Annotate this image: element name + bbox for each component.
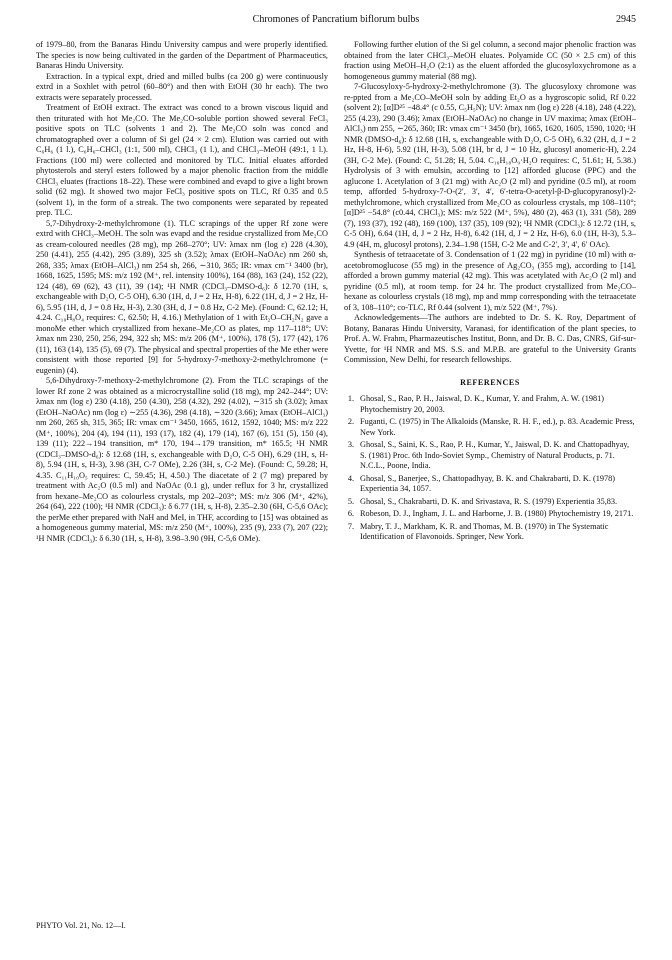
acknowledgements: Acknowledgements—The authors are indebted to Dr. S. K. Roy, Department of Botany, Banaras Hindu University, Varanasi, for identification of the plant species, to Prof. A. W. Frahm, Pharmazeutisches Institut, Bonn, and Dr. B. C. Das, CNRS, Gif-sur-Yvette, for ¹H NMR and MS. S.S. and M.P.B. are grateful to the University Grants Commission, New Delhi, for research fellowships. (344, 313, 636, 364)
left-column (36, 40, 328, 544)
reference-number: 6. (347, 509, 354, 518)
reference-item (344, 474, 636, 495)
footer-note: PHYTO Vol. 21, No. 12—I. (36, 921, 126, 930)
reference-item (344, 522, 636, 543)
reference-text: Ghosal, S., Rao, P. H., Jaiswal, D. K., Kumar, Y. and Frahm, A. W. (1981) Phytochemistry 20, 2003. (360, 394, 604, 414)
reference-number: 3. (347, 440, 354, 449)
reference-text: Ghosal, S., Banerjee, S., Chattopadhyay, B. K. and Chakrabarti, D. K. (1978) Experientia 34, 1057. (360, 473, 615, 493)
right-column (344, 40, 636, 545)
page-number: 2945 (616, 14, 636, 25)
reference-item (344, 509, 636, 520)
reference-item (344, 417, 636, 438)
reference-item (344, 497, 636, 508)
paragraph: 7-Glucosyloxy-5-hydroxy-2-methylchromone (3). The glucosyloxy chromone was re-ppted from a Me₂CO–MeOH soln by adding Et₂O as a hygroscopic solid, Rf 0.22 (solvent 2); [α]D²⁵ −48.4° (c 0.55, C₅H₅N); UV: λmax nm (log ε) 228 (4.18), 248 (4.22), 255 (4.23), 290 (3.46); λmax (EtOH–NaOAc) no change in UV maxima; λmax (EtOH–AlCl₃) nm 255, ∼265, 360; IR: νmax cm⁻¹ 3450 (br), 1665, 1620, 1605, 1590, 1020; ¹H NMR (DMSO-d₆): δ 12.68 (1H, s, exchangeable with D₂O, C-5 OH), 6.32 (2H, d, J = 2 Hz, H-8, H-6), 5.92 (1H, H-3), 5.08 (1H, br d, J = 10 Hz, glucosyl anomeric-H), 2.24 (3H, C-2 Me). (Found: C, 51.28; H, 5.04. C₁₆H₁₈O₉·H₂O requires: C, 51.61; H, 5.38.) Hydrolysis of 3 with emulsin, according to [12] afforded glucose (PPC) and the aglucone 1. Acetylation of 3 (21 mg) with Ac₂O (2 ml) and pyridine (0.5 ml), at room temp, afforded 5-hydroxy-7-O-(2′, 3′, 4′, 6′-tetra-O-acetyl-β-D-glucopyranosyl)-2-methylchromone, which crystallized from Me₂CO as colourless crystals, mp 108–110°; [α]D²⁵ −54.8° (c0.44, CHCl₃); MS: m/z 522 (M⁺, 5%), 480 (2), 463 (1), 331 (58), 289 (7), 193 (37), 192 (48), 169 (100), 137 (35), 109 (92); ¹H NMR (CDCl₃): δ 12.72 (1H, s, C-5 OH), 6.64 (1H, d, J = 2 Hz, H-8), 6.42 (1H, d, J = 2 Hz, H-6), 6.0 (1H, H-3), 5.3–4.9 (4H, m, glucosyl protons), 2.34–1.98 (15H, C-2 Me and C-2′, 3′, 4′, 6′ OAc). (344, 82, 636, 249)
reference-number: 1. (347, 394, 354, 403)
reference-number: 4. (347, 473, 354, 483)
paragraph: 5,6-Dihydroxy-7-methoxy-2-methylchromone (2). From the TLC scrapings of the lower Rf zone 2 was obtained as a microcrystalline solid (18 mg), mp 242–244°; UV: λmax nm (log ε) 230 (4.18), 250 (4.30), 258 (4.32), 292 (4.02), ∼315 sh (3.02); λmax (EtOH–NaOAc) nm (log ε) ∼255 (4.36), 298 (4.18), ∼320 (3.66); λmax (EtOH–AlCl₃) nm 260, 265 sh, 315, 365; IR: νmax cm⁻¹ 3450, 1665, 1612, 1592, 1040; MS: m/z 222 (M⁺, 100%), 204 (4), 194 (11), 193 (17), 182 (4), 179 (14), 167 (6), 151 (5), 150 (4), 139 (11); 222→194 transition, m* 170, 194→179 transition, m* 165.5; ¹H NMR (CDCl₃–DMSO-d₆): δ 12.68 (1H, s, exchangeable with D₂O, C-5 OH), 6.29 (1H, s, H-8), 5.94 (1H, s, H-3), 3.98 (3H, C-7 OMe), 2.26 (3H, s, C-2 Me). (Found: C, 59.28; H, 4.35. C₁₁H₁₀O₅ requires: C, 59.45; H, 4.50.) The diacetate of 2 (7 mg) prepared by treatment with Ac₂O (0.5 ml) and NaOAc (0.1 g), under reflux for 3 hr, crystallized from hexane–Me₂CO as colourless crystals, mp 202–203°; MS: m/z 306 (M⁺, 42%), 264 (64), 222 (100); ¹H NMR (CDCl₃): δ 6.77 (1H, s, H-8), 2.35–2.30 (6H, C-5,6 OAc); the perMe ether prepared with NaH and MeI, in THF, according to [15] was obtained as a homogeneous gummy material, MS: m/z 250 (M⁺, 100%), 235 (9), 233 (7), 207 (22); ¹H NMR (CDCl₃): δ 6.30 (1H, s, H-8), 3.98–3.90 (9H, C-5,6 OMe). (36, 376, 329, 543)
reference-text: Mabry, T. J., Markham, K. R. and Thomas, M. B. (1970) in The Systematic Identification of Flavonoids. Springer, New York. (360, 521, 609, 541)
paragraph: Synthesis of tetraacetate of 3. Condensation of 1 (22 mg) in pyridine (10 ml) with α-acetobromoglucose (55 mg) in the presence of Ag₂CO₃ (355 mg), according to [14], afforded a brown gummy material (42 mg). This was acetylated with Ac₂O (2 ml) and pyridine (0.5 ml), at room temp. for 24 hr. The product crystallized from Me₂CO–hexane as colourless crystals (18 mg), mp and mmp corresponding with the tetraacetate of 3, 108–110°; co-TLC, Rf 0.44 (solvent 1), m/z 522 (M⁺, 7%). (344, 250, 636, 312)
paragraph: Treatment of EtOH extract. The extract was concd to a brown viscous liquid and then triturated with hot Me₂CO. The Me₂CO-soluble portion showed several FeCl₃ positive spots on TLC (solvents 1 and 2). The Me₂CO soln was concd and chromatographed over a column of Si gel (24 × 2 cm). Elution was carried out with C₆H₆ (1 l.), C₆H₆–CHCl₃ (1:1, 500 ml), CHCl₃ (1 l.), and CHCl₃–MeOH (49:1, 1 l.). Fractions (100 ml) were collected and monitored by TLC. Initial eluates afforded phytosterols and steryl esters followed by a major phenolic fraction from the middle CHCl₃ eluates (fractions 18–22). These were combined and evapd to give a light brown solid (62 mg). It showed two major FeCl₃ positive spots on TLC, Rf 0.35 and 0.5 (solvent 1), in the form of a streak. The two components were separated by repeated prep. TLC. (36, 103, 328, 217)
reference-text: Robeson, D. J., Ingham, J. L. and Harborne, J. B. (1980) Phytochemistry 19, 2171. (360, 509, 634, 518)
reference-item (344, 394, 636, 415)
references-heading: REFERENCES (460, 377, 520, 387)
reference-text: Ghosal, S., Chakrabarti, D. K. and Srivastava, R. S. (1979) Experientia 35,83. (360, 496, 618, 506)
reference-text: Ghosal, S., Saini, K. S., Rao, P. H., Kumar, Y., Jaiswal, D. K. and Chattopadhyay, S. (1981) Proc. 6th Indo-Soviet Symp., Chemistry of Natural Products, p. 71. N.C.L., Poone, India. (360, 440, 630, 470)
references-list (344, 394, 636, 543)
reference-number: 2. (347, 417, 354, 426)
reference-text: Fuganti, C. (1975) in The Alkaloids (Manske, R. H. F., ed.), p. 83. Academic Press, New York. (360, 417, 635, 437)
reference-number: 5. (347, 496, 354, 506)
reference-item (344, 440, 636, 472)
paragraph: Extraction. In a typical expt, dried and milled bulbs (ca 200 g) were continuously extrd in a Soxhlet with petrol (60–80°) and then with EtOH (30 hr each). The two extracts were separately processed. (36, 71, 328, 102)
running-title: Chromones of Pancratium biflorum bulbs (252, 14, 420, 25)
running-header (36, 14, 636, 30)
reference-number: 7. (347, 521, 354, 531)
paragraph: of 1979–80, from the Banaras Hindu University campus and were properly identified. The species is now being cultivated in the garden of the Department of Pharmaceutics, Banaras Hindu University. (36, 40, 328, 70)
paragraph: 5,7-Dihydroxy-2-methylchromone (1). TLC scrapings of the upper Rf zone were extrd with CHCl₃–MeOH. The soln was evapd and the residue crystallized from Me₂CO as cream-coloured needles (28 mg), mp 268–270°; UV: λmax nm (log ε) 228 (4.30), 250 (4.41), 255 (4.42), 295 (3.89), 325 sh (3.52); λmax (EtOH–NaOAc) nm 260 sh, 268, 335; λmax (EtOH–AlCl₃) nm 254 sh, 266, ∼310, 365; IR: νmax cm⁻¹ 3400 (br), 1668, 1625, 1595; MS: m/z 192 (M⁺, rel. intensity 100%), 164 (88), 163 (24), 152 (22), 124 (48), 69 (62), 43 (11), 39 (14); ¹H NMR (CDCl₃–DMSO-d₆): δ 12.70 (1H, s, exchangeable with D₂O, C-5 OH), 6.30 (1H, d, J = 2 Hz, H-8), 6.22 (1H, d, J = 2 Hz, H-6), 5.95 (1H, d, J = 0.8 Hz, H-3), 2.30 (3H, d, J = 0.8 Hz, C-2 Me). (Found: C, 62.12; H, 4.24. C₁₀H₈O₄ requires: C, 62.50; H, 4.16.) Methylation of 1 with Et₂O–CH₂N₂ gave a monoMe ether which crystallized from hexane–Me₂CO as plates, mp 117–118°; UV: λmax nm 230, 250, 256, 294, 322 sh; MS: m/z 206 (M⁺, 100%), 178 (5), 177 (42), 176 (11), 163 (14), 135 (5), 69 (7). The physical and spectral properties of the Me ether were consistent with those reported [9] for 5-hydroxy-7-methoxy-2-methylchromone (= eugenin) (4). (36, 218, 328, 375)
paragraph: Following further elution of the Si gel column, a second major phenolic fraction was obtained from the later CHCl₃–MeOH eluates. Polyamide CC (50 × 2.5 cm) of this fraction using MeOH–H₂O (2:1) as the eluent afforded the glucosyloxychromone as a homogeneous gummy material (88 mg). (344, 40, 636, 81)
